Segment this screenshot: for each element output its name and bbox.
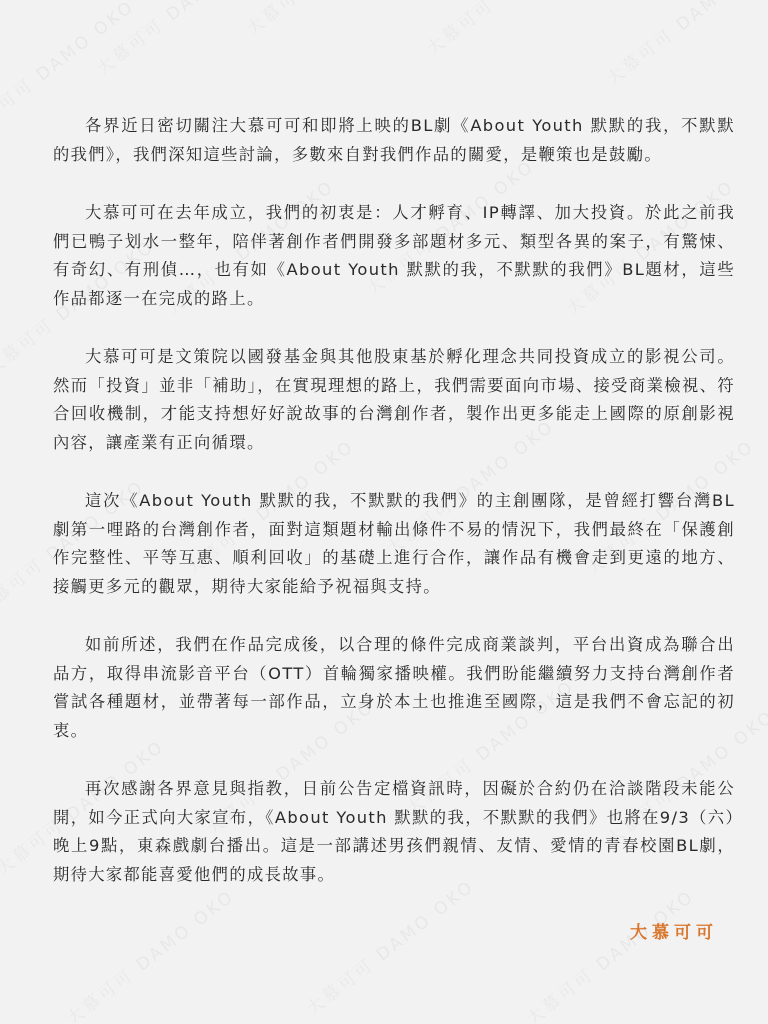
paragraph-6: 再次感謝各界意見與指教，日前公告定檔資訊時，因礙於合約仍在洽談階段未能公開，如今正式向大家宣布，《About Youth 默默的我，不默默的我們》也將在9/3（六）晚上9點，東森戲劇台播出。這是一部講述男孩們親情、友情、愛情的青春校園BL劇，期待大家都能喜愛他們的成長故事。 <box>53 779 735 884</box>
paragraph-5: 如前所述，我們在作品完成後，以合理的條件完成商業談判，平台出資成為聯合出品方，取得串流影音平台（OTT）首輪獨家播映權。我們盼能繼續努力支持台灣創作者嘗試各種題材，並帶著每一部作品，立身於本土也推進至國際，這是我們不會忘記的初衷。 <box>53 635 735 740</box>
paragraph-3: 大慕可可是文策院以國發基金與其他股東基於孵化理念共同投資成立的影視公司。然而「投資」並非「補助」，在實現理想的路上，我們需要面向市場、接受商業檢視、符合回收機制，才能支持想好好說故事的台灣創作者，製作出更多能走上國際的原創影視內容，讓產業有正向循環。 <box>53 347 735 452</box>
watermark-text <box>600 0 768 90</box>
paragraph-2: 大慕可可在去年成立，我們的初衷是：人才孵育、IP轉譯、加大投資。於此之前我們已鴨子划水一整年，陪伴著創作者們開發多部題材多元、類型各異的案子，有驚悚、有奇幻、有刑偵…，也有如《About Youth 默默的我，不默默的我們》BL題材，這些作品都逐一在完成的路上。 <box>53 203 735 308</box>
paragraph-4: 這次《About Youth 默默的我，不默默的我們》的主創團隊，是曾經打響台灣BL劇第一哩路的台灣創作者，面對這類題材輸出條件不易的情況下，我們最終在「保護創作完整性、平等互惠、順利回收」的基礎上進行合作，讓作品有機會走到更遠的地方、接觸更多元的觀眾，期待大家能給予祝福與支持。 <box>53 491 735 596</box>
watermark-text <box>90 0 269 80</box>
statement-body <box>53 112 735 919</box>
watermark-text <box>240 0 419 40</box>
company-signature: 大慕可可 <box>630 923 718 943</box>
paragraph-1: 各界近日密切關注大慕可可和即將上映的BL劇《About Youth 默默的我，不默默的我們》，我們深知這些討論，多數來自對我們作品的關愛，是鞭策也是鼓勵。 <box>53 116 735 164</box>
watermark-text <box>420 0 599 60</box>
